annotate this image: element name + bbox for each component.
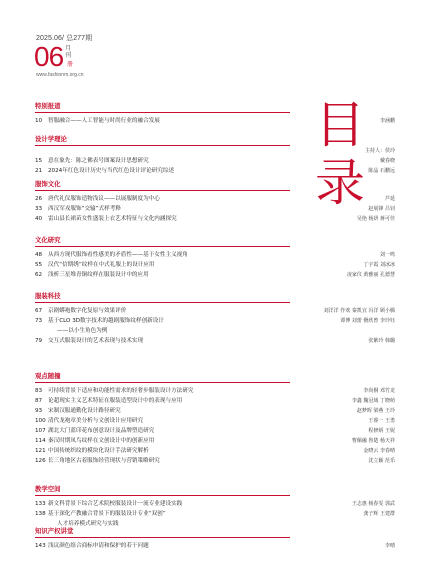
- entry-page-number: 133: [35, 501, 46, 507]
- toc-section: [35, 180, 395, 224]
- entry-subtitle: 人才培养模式研究与实践: [57, 521, 119, 527]
- toc-entry[interactable]: [35, 499, 395, 509]
- entry-title: 西汉军戎服饰“交输”式样考释: [48, 206, 121, 212]
- toc-section: [35, 372, 395, 466]
- entry-title: 浅析三星堆青铜纹样在服装设计中的应用: [48, 272, 149, 278]
- section-heading: 服装科技: [35, 292, 61, 300]
- issue-vertical-last: [66, 61, 74, 68]
- entry-title: 京剧蟒袍数字化复原与效果评价: [48, 308, 127, 314]
- toc-entry[interactable]: [35, 260, 395, 270]
- toc-section: [35, 236, 395, 280]
- entry-title: 意在象先：陈之佛表号图案设计思想研究: [48, 158, 149, 164]
- entry-authors: 刘洋洋 作欢 秦凯宜 冯洋 顾小腾: [323, 308, 395, 314]
- entry-authors: 陈晶 石鹏远: [368, 168, 395, 174]
- entry-title: 湖北大门蓝印花布创意设计及品牌塑造研究: [48, 428, 155, 434]
- entry-authors: 金晓云 李春晴: [363, 448, 395, 454]
- toc-section: [35, 485, 395, 529]
- toc-entry[interactable]: [35, 204, 395, 214]
- issue-vertical-char: 刊: [64, 52, 71, 59]
- toc-entry[interactable]: [35, 416, 395, 426]
- entry-authors: 曹佩融 鲁楚 杨天祥: [351, 438, 395, 444]
- issue-vertical-char: 册: [66, 61, 73, 68]
- issue-line: 2025.06/ 总277期: [36, 35, 93, 42]
- entry-page-number: 121: [35, 448, 46, 454]
- entry-page-number: 26: [35, 196, 43, 202]
- entry-page-number: 79: [35, 338, 43, 344]
- issue-vertical-char: 月: [64, 45, 71, 52]
- entry-page-number: 33: [35, 206, 43, 212]
- toc-entry[interactable]: [35, 166, 395, 176]
- toc-entry[interactable]: [35, 456, 395, 466]
- entry-authors: 戴春晓: [379, 158, 395, 164]
- entry-subtitle: ——以小生角色为例: [57, 328, 108, 334]
- entry-authors: 凌家仪 黄雅丽 孔德慧: [346, 272, 395, 278]
- entry-title: 秦汉时期凤鸟纹样在文创设计中的创新应用: [48, 438, 155, 444]
- entry-title: 汉代“信期绣”纹样在中式礼服上的设计应用: [48, 262, 155, 268]
- entry-title: 唐代礼仪服饰造物浅议——以展服制度为中心: [48, 196, 160, 202]
- toc-entry[interactable]: [35, 306, 395, 316]
- entry-authors: 李鑫 魏冠域 丁晓萌: [351, 398, 395, 404]
- toc-entry[interactable]: [35, 396, 395, 406]
- toc-entry[interactable]: [35, 250, 395, 260]
- toc-entry-subtitle: [35, 326, 395, 336]
- toc-entry[interactable]: [35, 426, 395, 436]
- toc-entry[interactable]: [35, 194, 395, 204]
- entry-title: 宋制汉服通勤化设计路径研究: [48, 408, 121, 414]
- section-heading: 文化研究: [35, 236, 61, 244]
- entry-title: 清代龙袍章美分析与文创设计应用研究: [48, 418, 144, 424]
- toc-entry[interactable]: [35, 156, 395, 166]
- entry-page-number: 126: [35, 458, 46, 464]
- entry-page-number: 40: [35, 216, 43, 222]
- toc-entry[interactable]: [35, 316, 395, 326]
- contents-title-char-2: 录: [315, 154, 365, 212]
- toc-section: [35, 135, 395, 176]
- toc-entry[interactable]: [35, 214, 395, 224]
- entry-page-number: 21: [35, 168, 43, 174]
- issue-number: 06: [34, 41, 64, 72]
- entry-page-number: 55: [35, 262, 43, 268]
- toc-entry[interactable]: [35, 509, 395, 519]
- section-heading: 教学空间: [35, 485, 61, 493]
- entry-authors: 谭博 刘蕾 罍欣曾 李玲钰: [340, 318, 395, 324]
- toc-entry[interactable]: [35, 436, 395, 446]
- toc-entry[interactable]: [35, 270, 395, 280]
- section-heading: 服饰文化: [35, 180, 61, 188]
- entry-page-number: 100: [35, 418, 46, 424]
- entry-page-number: 83: [35, 388, 43, 394]
- entry-authors: 沈立颖 范乐: [368, 458, 395, 464]
- entry-authors: 龚子辉 王建群: [363, 511, 395, 517]
- contents-title-char-1: 目: [315, 96, 365, 154]
- entry-page-number: 15: [35, 158, 43, 164]
- entry-page-number: 67: [35, 308, 43, 314]
- entry-authors: 吴艳 杨妍 蒋可佳: [356, 216, 395, 222]
- toc-entry[interactable]: [35, 386, 395, 396]
- entry-authors: 赵梦晖 梁燕 王玲: [356, 408, 395, 414]
- entry-authors: 王志惠 杨春雯 郭武: [351, 501, 395, 507]
- toc-section: [35, 102, 395, 126]
- toc-entry[interactable]: [35, 116, 395, 126]
- entry-authors: 张紫玲 韩璐: [368, 338, 395, 344]
- entry-title: 基于深化产教融合背景下的服装设计专业“双创”: [48, 511, 166, 517]
- entry-authors: 赵展锋 吕钊: [368, 206, 395, 212]
- entry-authors: 李尚桐 邓竹龙: [363, 388, 395, 394]
- issue-vertical-label: [64, 45, 72, 59]
- entry-title: 中国传统织纹的模块化设计手法研究解析: [48, 448, 149, 454]
- entry-authors: 王睿一 王勇: [368, 418, 395, 424]
- toc-section: [35, 527, 395, 551]
- section-heading: 特别报道: [35, 102, 61, 110]
- entry-title: 从西方现代服饰看性感美的矛盾性——基于女性主义视角: [48, 252, 188, 258]
- entry-page-number: 10: [35, 118, 43, 124]
- entry-page-number: 73: [35, 318, 43, 324]
- entry-page-number: 143: [35, 543, 46, 549]
- entry-authors: 刘一鸣: [379, 252, 395, 258]
- entry-title: 浅议颜色组合商标申请和保护的若干问题: [48, 543, 149, 549]
- entry-title: 智服融合——人工智能与时尚行业的融合发展: [48, 118, 160, 124]
- entry-title: 可持续背景下适应和功能性需求的轻奢步服装设计方法研究: [48, 388, 194, 394]
- entry-title: 交互式服装设计的艺术表现与技术实现: [48, 338, 144, 344]
- entry-page-number: 48: [35, 252, 43, 258]
- entry-authors: 芦延: [384, 196, 395, 202]
- entry-page-number: 138: [35, 511, 46, 517]
- entry-title: 论超现实主义艺术特征在服装造型设计中的表现与应用: [48, 398, 183, 404]
- toc-entry[interactable]: [35, 406, 395, 416]
- entry-page-number: 93: [35, 408, 43, 414]
- entry-title: 2024年红色设计历史与当代红色设计评论研究综述: [48, 168, 175, 174]
- entry-authors: 李涵鹏: [379, 118, 395, 124]
- website-url: www.fashionm.org.cn: [36, 72, 84, 78]
- section-host: 主持人：侯玲: [364, 148, 395, 154]
- entry-title: 新文科背景下综合艺术院校服装设计一流专业建设实践: [48, 501, 183, 507]
- entry-authors: 丁宇霞 刘冰冰: [363, 262, 395, 268]
- entry-authors: 程修炳 王妮: [368, 428, 395, 434]
- section-heading: 观点随撞: [35, 372, 61, 380]
- section-heading: 设计学理论: [35, 135, 67, 143]
- toc-section: [35, 292, 395, 346]
- toc-entry[interactable]: [35, 336, 395, 346]
- entry-title: 长三角地区古着服饰经营现状与营销策略研究: [48, 458, 160, 464]
- entry-page-number: 87: [35, 398, 43, 404]
- entry-title: 雷山县长裙苗女性盛装上衣艺术特征与文化内涵探究: [48, 216, 177, 222]
- toc-entry[interactable]: [35, 541, 395, 551]
- entry-page-number: 62: [35, 272, 43, 278]
- entry-page-number: 114: [35, 438, 46, 444]
- entry-authors: 李晴: [384, 543, 395, 549]
- entry-title: 基于CLO 3D数字技术的越剧服饰纹样创新设计: [48, 318, 164, 324]
- section-heading: 知识产权讲堂: [35, 527, 74, 535]
- entry-page-number: 107: [35, 428, 46, 434]
- toc-entry[interactable]: [35, 446, 395, 456]
